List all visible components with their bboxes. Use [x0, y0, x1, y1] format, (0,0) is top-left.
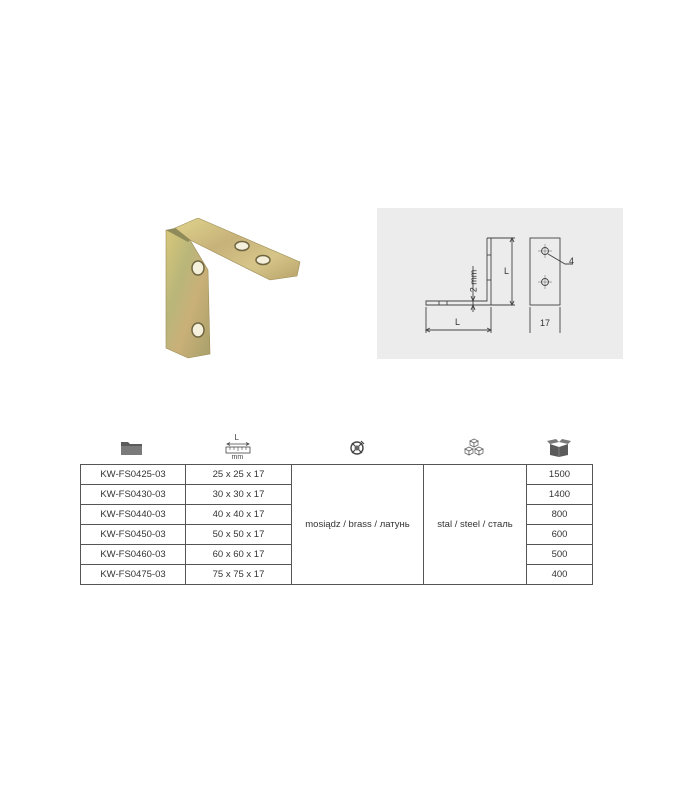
product-photo	[160, 218, 302, 360]
product-code-cell: KW-FS0475-03	[81, 565, 186, 585]
dim-l-vertical-label: L	[504, 266, 510, 276]
product-code-cell: KW-FS0440-03	[81, 505, 186, 525]
spec-table	[80, 464, 593, 585]
folder-icon	[80, 432, 184, 464]
dim-2mm-label: 2 mm	[468, 269, 479, 293]
table-row	[81, 465, 593, 485]
ruler-unit-label: mm	[231, 454, 244, 461]
product-code-cell: KW-FS0430-03	[81, 485, 186, 505]
product-code-cell: KW-FS0450-03	[81, 525, 186, 545]
cubes-icon	[423, 432, 525, 464]
dimensions-cell: 60 x 60 x 17	[186, 545, 292, 565]
package-qty-cell: 600	[527, 525, 593, 545]
dimensions-cell: 75 x 75 x 17	[186, 565, 292, 585]
paint-icon	[291, 432, 422, 464]
dimensions-cell: 50 x 50 x 17	[186, 525, 292, 545]
package-qty-cell: 800	[527, 505, 593, 525]
ruler-icon	[185, 432, 290, 464]
package-qty-cell: 1400	[527, 485, 593, 505]
dimensions-cell: 40 x 40 x 17	[186, 505, 292, 525]
table-header-icons	[80, 432, 592, 464]
technical-drawing	[377, 208, 623, 359]
dimensions-cell: 30 x 30 x 17	[186, 485, 292, 505]
product-code-cell: KW-FS0425-03	[81, 465, 186, 485]
package-qty-cell: 400	[527, 565, 593, 585]
dim-17-label: 17	[540, 318, 551, 328]
box-icon	[526, 432, 592, 464]
material-cell: stal / steel / сталь	[424, 465, 527, 585]
dim-l-horizontal-label: L	[455, 317, 461, 327]
dimensions-cell: 25 x 25 x 17	[186, 465, 292, 485]
finish-cell: mosiądz / brass / латунь	[292, 465, 424, 585]
package-qty-cell: 500	[527, 545, 593, 565]
dim-4-label: 4	[569, 256, 575, 266]
product-code-cell: KW-FS0460-03	[81, 545, 186, 565]
ruler-l-label: L	[234, 433, 239, 442]
package-qty-cell: 1500	[527, 465, 593, 485]
